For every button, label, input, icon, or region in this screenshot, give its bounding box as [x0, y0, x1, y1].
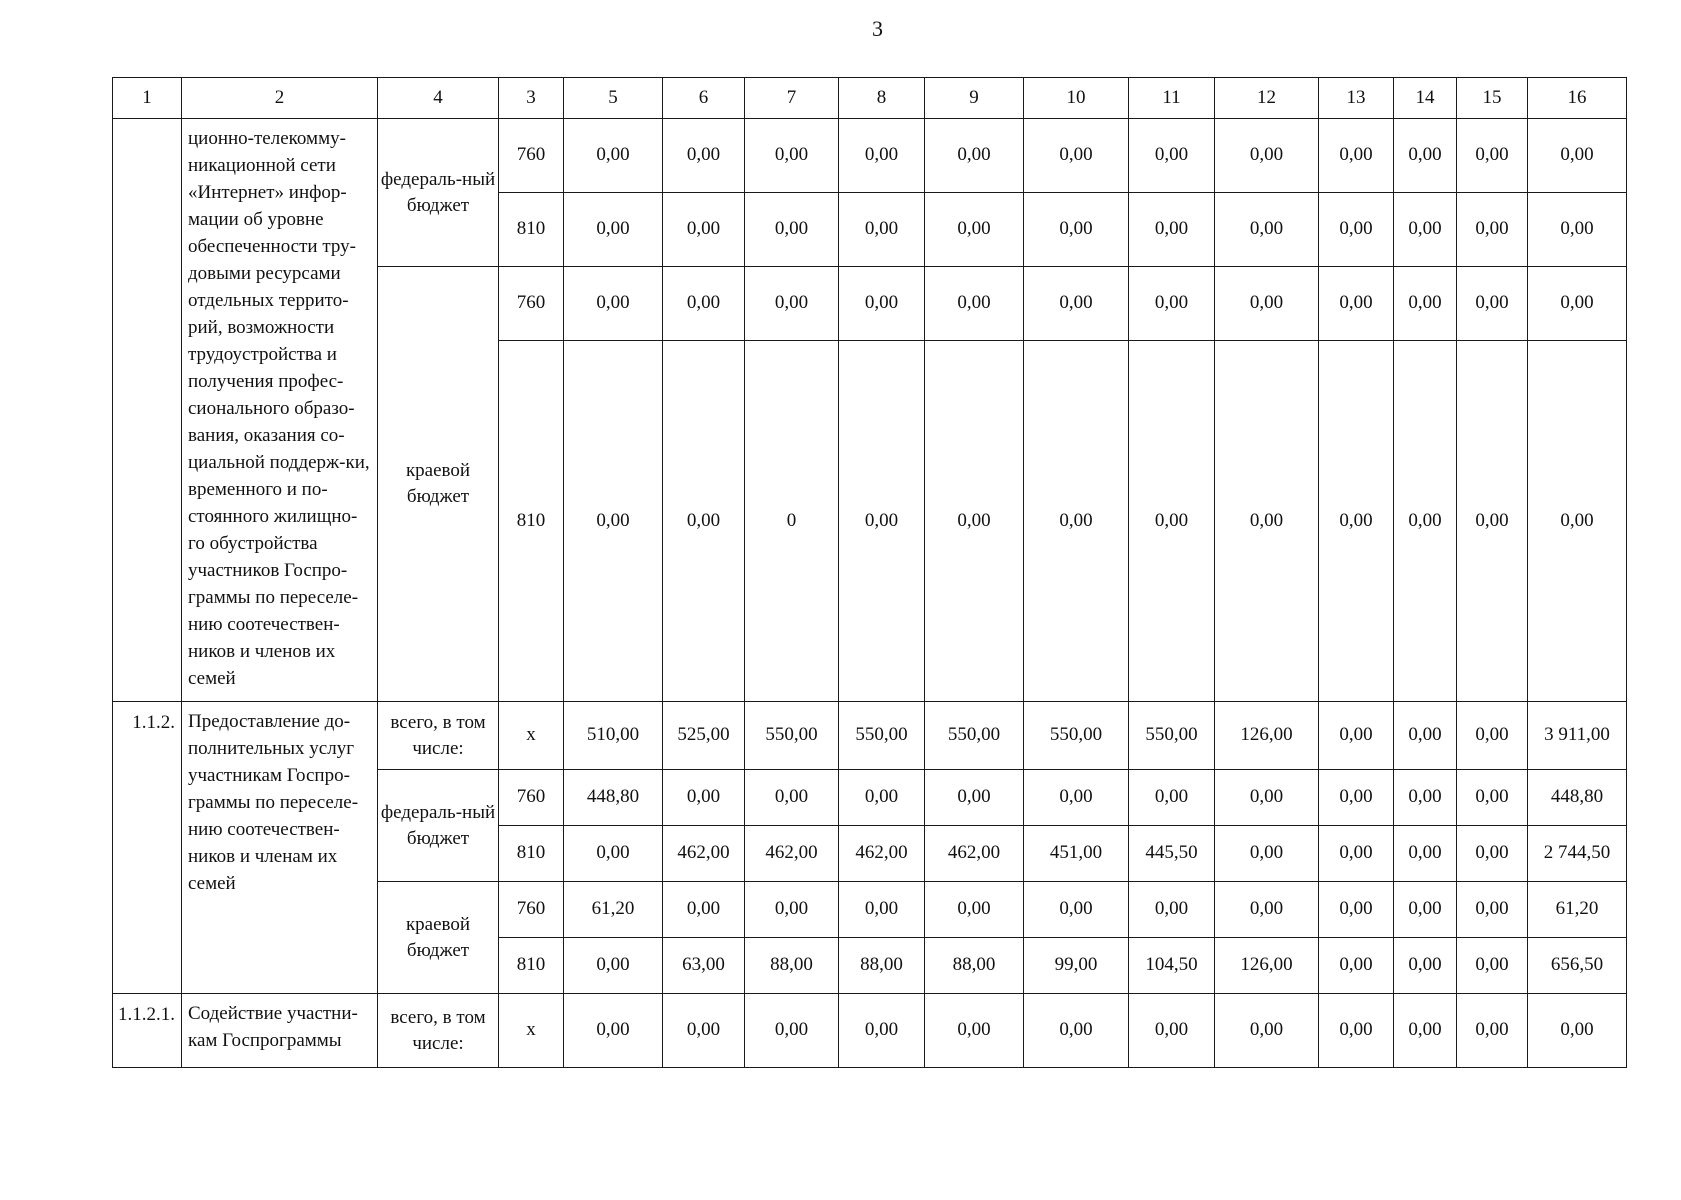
header-cell: 3	[499, 78, 564, 119]
value-cell: 0,00	[1319, 994, 1394, 1068]
value-cell: 510,00	[564, 702, 663, 770]
budget-table	[112, 77, 1627, 1068]
value-cell: 0,00	[1024, 341, 1129, 702]
value-cell: 0,00	[839, 119, 925, 193]
value-cell: 0,00	[925, 882, 1024, 938]
value-cell: 99,00	[1024, 938, 1129, 994]
value-cell: 0,00	[564, 938, 663, 994]
header-cell: 11	[1129, 78, 1215, 119]
value-cell: 445,50	[1129, 826, 1215, 882]
value-cell: 0,00	[1129, 994, 1215, 1068]
value-cell: 462,00	[745, 826, 839, 882]
code-cell: 810	[499, 341, 564, 702]
code-cell: 760	[499, 882, 564, 938]
item-number-cell	[113, 119, 182, 702]
value-cell: 0,00	[1528, 267, 1627, 341]
value-cell: 0,00	[1319, 702, 1394, 770]
value-cell: 0,00	[1394, 770, 1457, 826]
value-cell: 0,00	[1394, 193, 1457, 267]
code-cell: х	[499, 994, 564, 1068]
value-cell: 0,00	[1215, 770, 1319, 826]
value-cell: 0,00	[745, 994, 839, 1068]
value-cell: 0,00	[1319, 770, 1394, 826]
value-cell: 0,00	[663, 119, 745, 193]
value-cell: 0,00	[839, 267, 925, 341]
code-cell: х	[499, 702, 564, 770]
value-cell: 0,00	[1319, 193, 1394, 267]
funding-source-regional: краевой бюджет	[378, 882, 499, 994]
value-cell: 462,00	[663, 826, 745, 882]
value-cell: 0,00	[925, 341, 1024, 702]
value-cell: 0,00	[564, 994, 663, 1068]
item-number-cell: 1.1.2.1.	[113, 994, 182, 1068]
value-cell: 0,00	[564, 341, 663, 702]
value-cell: 0,00	[1024, 994, 1129, 1068]
value-cell: 0,00	[1394, 826, 1457, 882]
value-cell: 0,00	[1394, 341, 1457, 702]
funding-source-federal: федераль-ный бюджет	[378, 770, 499, 882]
value-cell: 0,00	[1457, 770, 1528, 826]
value-cell: 0,00	[1319, 267, 1394, 341]
value-cell: 0,00	[1457, 341, 1528, 702]
value-cell: 0,00	[1394, 994, 1457, 1068]
value-cell: 0,00	[1024, 119, 1129, 193]
table-row	[113, 994, 1627, 1068]
header-cell: 13	[1319, 78, 1394, 119]
value-cell: 88,00	[745, 938, 839, 994]
value-cell: 0,00	[1129, 119, 1215, 193]
header-cell: 6	[663, 78, 745, 119]
value-cell: 2 744,50	[1528, 826, 1627, 882]
item-name-cell: ционно-телекомму-никационной сети «Интернет» инфор-мации об уровне обеспеченности тру-довыми ресурсами отдельных террито-рий, возможности трудоустройства и получения профес-сионального образо-вания, оказания со-циальной поддерж-ки, временного и по-стоянного жилищно-го обустройства участников Госпро-граммы по переселе-нию соотечествен-ников и членов их семей	[182, 119, 378, 702]
value-cell: 462,00	[839, 826, 925, 882]
value-cell: 0,00	[1024, 267, 1129, 341]
value-cell: 0,00	[1215, 994, 1319, 1068]
funding-source-total: всего, в том числе:	[378, 702, 499, 770]
header-cell: 2	[182, 78, 378, 119]
value-cell: 0,00	[1394, 702, 1457, 770]
value-cell: 0,00	[1215, 267, 1319, 341]
value-cell: 0	[745, 341, 839, 702]
value-cell: 0,00	[745, 770, 839, 826]
value-cell: 550,00	[745, 702, 839, 770]
value-cell: 550,00	[925, 702, 1024, 770]
value-cell: 0,00	[925, 267, 1024, 341]
value-cell: 0,00	[1528, 193, 1627, 267]
header-cell: 4	[378, 78, 499, 119]
value-cell: 656,50	[1528, 938, 1627, 994]
value-cell: 0,00	[839, 994, 925, 1068]
item-number-cell: 1.1.2.	[113, 702, 182, 994]
value-cell: 0,00	[564, 267, 663, 341]
value-cell: 0,00	[663, 770, 745, 826]
value-cell: 0,00	[745, 267, 839, 341]
value-cell: 0,00	[1129, 193, 1215, 267]
value-cell: 0,00	[1319, 938, 1394, 994]
value-cell: 525,00	[663, 702, 745, 770]
value-cell: 0,00	[1394, 938, 1457, 994]
value-cell: 0,00	[745, 193, 839, 267]
code-cell: 810	[499, 193, 564, 267]
value-cell: 0,00	[1457, 994, 1528, 1068]
value-cell: 0,00	[1215, 882, 1319, 938]
value-cell: 0,00	[1129, 770, 1215, 826]
value-cell: 550,00	[1024, 702, 1129, 770]
value-cell: 0,00	[925, 994, 1024, 1068]
value-cell: 0,00	[839, 341, 925, 702]
value-cell: 0,00	[1457, 938, 1528, 994]
value-cell: 0,00	[1457, 826, 1528, 882]
value-cell: 0,00	[1319, 341, 1394, 702]
funding-source-regional: краевой бюджет	[378, 267, 499, 702]
value-cell: 0,00	[1024, 770, 1129, 826]
value-cell: 0,00	[663, 882, 745, 938]
value-cell: 0,00	[1024, 193, 1129, 267]
value-cell: 0,00	[564, 826, 663, 882]
header-cell: 10	[1024, 78, 1129, 119]
value-cell: 0,00	[1024, 882, 1129, 938]
value-cell: 0,00	[1215, 193, 1319, 267]
value-cell: 0,00	[745, 119, 839, 193]
value-cell: 0,00	[1457, 702, 1528, 770]
code-cell: 810	[499, 938, 564, 994]
value-cell: 0,00	[839, 882, 925, 938]
value-cell: 61,20	[1528, 882, 1627, 938]
value-cell: 104,50	[1129, 938, 1215, 994]
value-cell: 0,00	[1457, 193, 1528, 267]
value-cell: 0,00	[663, 341, 745, 702]
table-row	[113, 702, 1627, 770]
value-cell: 0,00	[663, 994, 745, 1068]
value-cell: 0,00	[1319, 826, 1394, 882]
value-cell: 88,00	[925, 938, 1024, 994]
value-cell: 0,00	[564, 193, 663, 267]
header-cell: 16	[1528, 78, 1627, 119]
value-cell: 0,00	[1528, 341, 1627, 702]
value-cell: 88,00	[839, 938, 925, 994]
header-cell: 7	[745, 78, 839, 119]
code-cell: 760	[499, 770, 564, 826]
value-cell: 0,00	[1129, 267, 1215, 341]
header-cell: 1	[113, 78, 182, 119]
value-cell: 0,00	[839, 193, 925, 267]
value-cell: 0,00	[1457, 119, 1528, 193]
code-cell: 810	[499, 826, 564, 882]
value-cell: 0,00	[839, 770, 925, 826]
value-cell: 448,80	[564, 770, 663, 826]
value-cell: 0,00	[1319, 119, 1394, 193]
value-cell: 0,00	[925, 119, 1024, 193]
value-cell: 0,00	[564, 119, 663, 193]
value-cell: 0,00	[925, 770, 1024, 826]
page-number: 3	[872, 16, 883, 41]
value-cell: 0,00	[1394, 882, 1457, 938]
funding-source-total: всего, в том числе:	[378, 994, 499, 1068]
value-cell: 0,00	[1319, 882, 1394, 938]
value-cell: 0,00	[1129, 341, 1215, 702]
item-name-cell: Предоставление до-полнительных услуг участникам Госпро-граммы по переселе-нию соотечествен-ников и членам их семей	[182, 702, 378, 994]
value-cell: 61,20	[564, 882, 663, 938]
header-cell: 9	[925, 78, 1024, 119]
value-cell: 0,00	[1215, 826, 1319, 882]
value-cell: 0,00	[1457, 882, 1528, 938]
value-cell: 63,00	[663, 938, 745, 994]
header-cell: 14	[1394, 78, 1457, 119]
value-cell: 0,00	[1528, 119, 1627, 193]
value-cell: 126,00	[1215, 702, 1319, 770]
header-cell: 15	[1457, 78, 1528, 119]
value-cell: 448,80	[1528, 770, 1627, 826]
table-row	[113, 119, 1627, 193]
value-cell: 126,00	[1215, 938, 1319, 994]
funding-source-federal: федераль-ный бюджет	[378, 119, 499, 267]
value-cell: 0,00	[745, 882, 839, 938]
value-cell: 0,00	[1528, 994, 1627, 1068]
value-cell: 0,00	[1394, 267, 1457, 341]
value-cell: 0,00	[1457, 267, 1528, 341]
value-cell: 0,00	[1215, 341, 1319, 702]
value-cell: 0,00	[1215, 119, 1319, 193]
header-cell: 12	[1215, 78, 1319, 119]
value-cell: 0,00	[663, 193, 745, 267]
value-cell: 451,00	[1024, 826, 1129, 882]
value-cell: 0,00	[1394, 119, 1457, 193]
header-row	[113, 78, 1627, 119]
code-cell: 760	[499, 119, 564, 193]
code-cell: 760	[499, 267, 564, 341]
value-cell: 0,00	[925, 193, 1024, 267]
value-cell: 3 911,00	[1528, 702, 1627, 770]
value-cell: 550,00	[1129, 702, 1215, 770]
header-cell: 8	[839, 78, 925, 119]
item-name-cell: Содействие участни-кам Госпрограммы	[182, 994, 378, 1068]
value-cell: 550,00	[839, 702, 925, 770]
value-cell: 0,00	[1129, 882, 1215, 938]
header-cell: 5	[564, 78, 663, 119]
value-cell: 0,00	[663, 267, 745, 341]
value-cell: 462,00	[925, 826, 1024, 882]
